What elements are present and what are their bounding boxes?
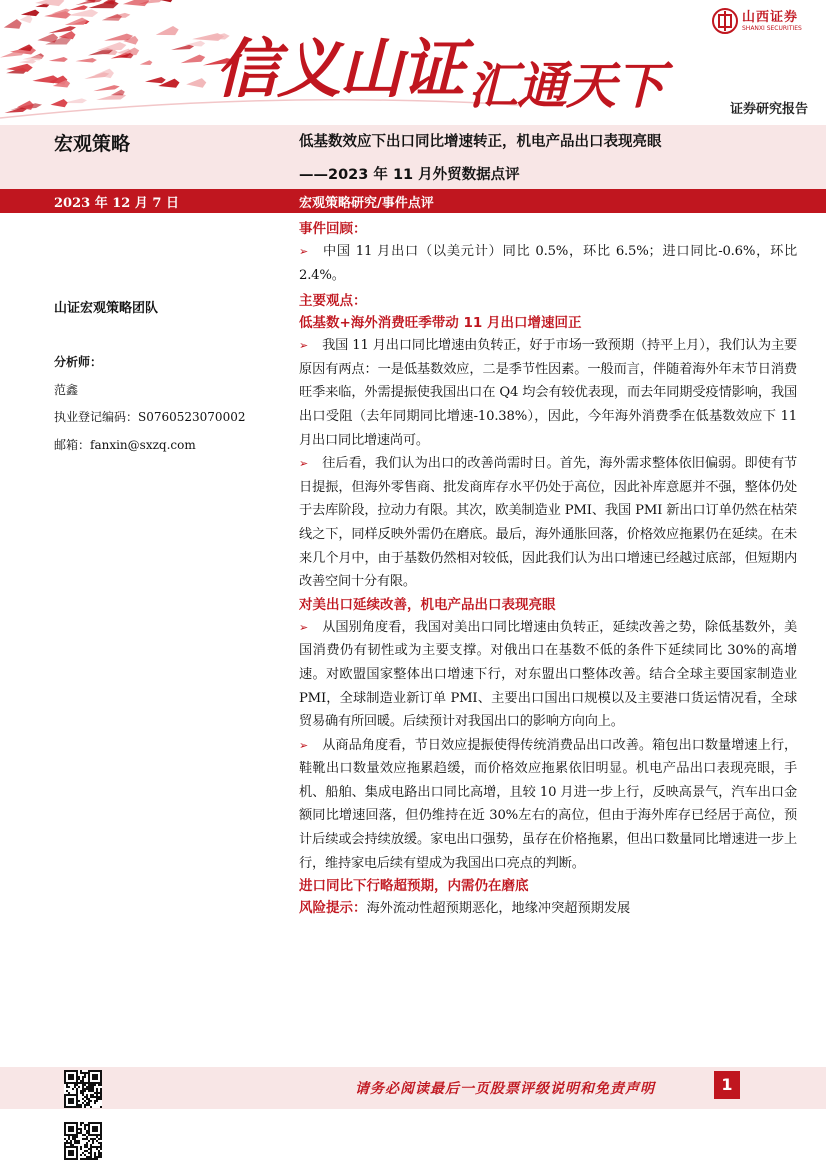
report-subtitle: ——2023 年 11 月外贸数据点评 — [299, 167, 520, 183]
arrow-bullet-icon: ➢ — [299, 245, 309, 258]
paragraph-2 — [299, 452, 797, 594]
analyst-registration: 执业登记编码：S0760523070002 — [54, 410, 246, 424]
page-number: 1 — [714, 1071, 740, 1099]
risk-label: 风险提示： — [299, 900, 367, 917]
paragraph-3-text: 从国别角度看，我国对美出口同比增速由负转正，延续改善之势，除低基数外，美国消费仍有韧性或为主要支撑。对俄出口在基数不低的条件下延续同比 30%的高增速。对欧盟国家整体出口增速下行，对东盟出口整体改善。结合全球主要国家制造业 PMI，全球制造业新订单 PMI、主要出口国出口规模以及主要港口货运情况看，全球贸易确有所回暖。后续预计对我国出口的影响方向向上。 — [299, 619, 797, 730]
qr-code-icon — [64, 1070, 102, 1108]
qr-code-icon — [64, 1122, 102, 1160]
paragraph-4-text: 从商品角度看，节日效应提振使得传统消费品出口改善。箱包出口数量增速上行，鞋靴出口数量效应拖累趋缓，而价格效应拖累依旧明显。机电产品出口表现亮眼，手机、船舶、集成电路出口同比高增，且较 10 月进一步上行，反映高景气，汽车出口金额同比增速回落，但仍维持在近 30%左右的高位，但由于海外库存已经居于高位，预计后续或会持续放缓。家电出口强势，虽存在价格拖累，但出口数量同比增速进一步上行，维持家电后续有望成为我国出口亮点的判断。 — [299, 737, 797, 871]
report-type-label: 证券研究报告 — [729, 102, 808, 117]
report-title: 低基数效应下出口同比增速转正，机电产品出口表现亮眼 — [299, 134, 662, 150]
logo-name: 山西证券 — [742, 9, 799, 25]
paragraph-3 — [299, 616, 797, 734]
arrow-bullet-icon: ➢ — [299, 339, 309, 353]
subheading-low-base: 低基数+海外消费旺季带动 11 月出口增速回正 — [299, 315, 582, 332]
analyst-label: 分析师： — [54, 355, 103, 369]
subheading-exports-to-us: 对美出口延续改善，机电产品出口表现亮眼 — [299, 596, 556, 613]
analyst-email: 邮箱：fanxin@sxzq.com — [54, 438, 196, 452]
report-date: 2023 年 12 月 7 日 — [54, 196, 179, 211]
paragraph-2-text: 往后看，我们认为出口的改善尚需时日。首先，海外需求整体依旧偏弱。即使有节日提振，但海外零售商、批发商库存水平仍处于高位，因此补库意愿并不强，整体仍处于去库阶段，拉动力有限。其次，欧美制造业 PMI、我国 PMI 新出口订单仍然在枯荣线之下，同样反映外需仍在磨底。最后，海外通胀回落，价格效应拖累仍在延续。在未来几个月中，由于基数仍然相对较低，因此我们认为出口增速已经越过底部，但短期内改善空间十分有限。 — [299, 456, 797, 590]
arrow-bullet-icon: ➢ — [299, 620, 309, 634]
paragraph-1-text: 我国 11 月出口同比增速由负转正，好于市场一致预期（持平上月），我们认为主要原因有两点：一是低基数效应，二是季节性因素。一般而言，伴随着海外年末节日消费旺季来临，外需提振使我国出口在 Q4 均会有较优表现，而去年同期受疫情影响，我国出口受阻（去年同期同比增速-10.38%），因此，今年海外消费季在低基数效应下 11 月出口同比增速尚可。 — [299, 338, 797, 448]
disclaimer-text: 请务必阅读最后一页股票评级说明和免责声明 — [355, 1081, 655, 1097]
paragraph-4 — [299, 734, 797, 876]
report-category: 宏观策略研究/事件点评 — [299, 196, 434, 211]
slogan-part-1: 信义山证 — [215, 33, 463, 107]
event-text: 中国 11 月出口（以美元计）同比 0.5%，环比 6.5%；进口同比-0.6%，环比 2.4%。 — [299, 244, 797, 283]
slogan-part-2: 汇通天下 — [468, 57, 664, 115]
event-paragraph — [299, 240, 797, 287]
report-body — [299, 218, 797, 920]
event-heading: 事件回顾： — [299, 221, 367, 237]
section-title: 宏观策略 — [54, 133, 131, 155]
risk-line — [299, 897, 797, 920]
risk-text: 海外流动性超预期恶化，地缘冲突超预期发展 — [366, 901, 631, 917]
subheading-imports: 进口同比下行略超预期，内需仍在磨底 — [299, 878, 529, 895]
logo-english-name: SHANXI SECURITIES — [742, 24, 802, 32]
arrow-bullet-icon: ➢ — [299, 457, 309, 471]
company-logo — [712, 8, 802, 34]
arrow-bullet-icon: ➢ — [299, 738, 309, 752]
shanxi-securities-logo-icon — [712, 8, 738, 34]
report-banner — [0, 0, 826, 125]
paragraph-1 — [299, 334, 797, 452]
analyst-name: 范鑫 — [54, 383, 79, 397]
team-name: 山证宏观策略团队 — [54, 301, 159, 316]
views-heading: 主要观点： — [299, 293, 367, 310]
